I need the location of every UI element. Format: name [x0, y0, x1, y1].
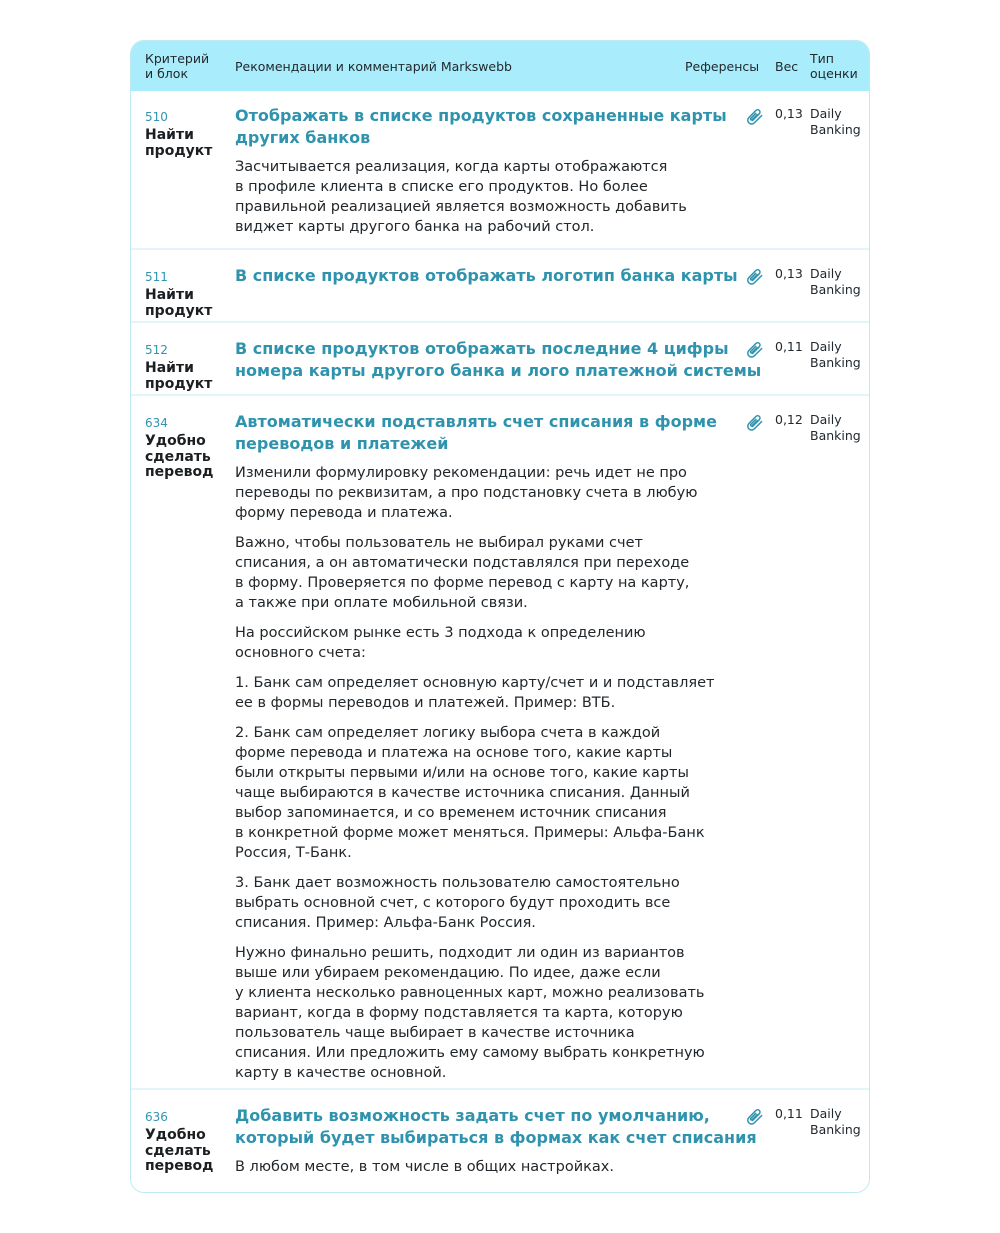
block-name-line: Найти — [145, 127, 194, 143]
weight-value: 0,11 — [775, 339, 803, 354]
comment-line: вариант, когда в форму подставляется та карта, которую — [235, 1005, 683, 1021]
header-weight: Вес — [775, 59, 799, 74]
comment-line: выбор запоминается, и со временем источник списания — [235, 805, 667, 821]
recommendation-title: который будет выбираться в формах как счет списания — [235, 1128, 757, 1147]
block-name-line: сделать — [145, 448, 211, 465]
assessment-type — [810, 1106, 861, 1138]
comment-line: На российском рынке есть 3 подхода к определению — [235, 625, 646, 641]
block-name-line: перевод — [145, 464, 214, 480]
recommendation-title: других банков — [235, 128, 371, 147]
assessment-type-line: Banking — [810, 355, 861, 370]
header-references: Референсы — [685, 59, 760, 74]
weight-value: 0,12 — [775, 412, 803, 427]
criterion-number: 511 — [145, 270, 168, 284]
comment-line: форме перевода и платежа на основе того, какие карты — [235, 745, 673, 761]
paperclip-icon[interactable] — [745, 412, 765, 432]
comment-line: списания, а он автоматически подставлялся при переходе — [235, 555, 690, 571]
criterion-number: 634 — [145, 416, 168, 430]
assessment-type — [810, 266, 861, 298]
recommendation-title: В списке продуктов отображать логотип банка карты — [235, 266, 738, 285]
block-name-line: Удобно — [145, 433, 206, 449]
block-name — [145, 1128, 225, 1175]
block-name-line: сделать — [145, 1142, 211, 1159]
recommendation-title: номера карты другого банка и лого платежной системы — [235, 361, 762, 380]
comment-line: выбрать основной счет, с которого будут проходить все — [235, 895, 671, 911]
comment-line: карту в качестве основной. — [235, 1065, 447, 1081]
assessment-type — [810, 412, 861, 444]
comment-line: 3. Банк дает возможность пользователю самостоятельно — [235, 875, 680, 891]
comment-line: списания. Пример: Альфа-Банк Россия. — [235, 915, 536, 931]
block-name-line: Найти — [145, 287, 194, 303]
block-name — [145, 288, 225, 319]
comment-line: Засчитывается реализация, когда карты отображаются — [235, 159, 668, 175]
criterion-number: 510 — [145, 110, 168, 124]
assessment-type-line: Daily — [810, 106, 842, 121]
comment-line: 1. Банк сам определяет основную карту/счет и и подставляет — [235, 675, 715, 691]
assessment-type-line: Banking — [810, 122, 861, 137]
comment-line: пользователь чаще выбирает в качестве источника — [235, 1025, 635, 1041]
block-name — [145, 434, 225, 481]
comment-line: в конкретной форме может меняться. Примеры: Альфа-Банк — [235, 825, 705, 841]
recommendation-title: В списке продуктов отображать последние 4 цифры — [235, 339, 729, 358]
comment-line: Важно, чтобы пользователь не выбирал руками счет — [235, 535, 643, 551]
weight-value: 0,11 — [775, 1106, 803, 1121]
table-row — [131, 90, 869, 248]
paperclip-icon[interactable] — [745, 1106, 765, 1126]
header-type-line: оценки — [810, 66, 858, 81]
comment-line: форму перевода и платежа. — [235, 505, 453, 521]
assessment-type-line: Daily — [810, 339, 842, 354]
header-criterion-line: Критерий — [145, 51, 210, 66]
recommendation-title: Добавить возможность задать счет по умолчанию, — [235, 1106, 710, 1125]
recommendation-title: Автоматически подставлять счет списания в форме — [235, 412, 717, 431]
comment-line: виджет карты другого банка на рабочий стол. — [235, 219, 595, 235]
header-type-line: Тип — [810, 51, 834, 66]
criterion-number: 636 — [145, 1110, 168, 1124]
recommendation-title: Отображать в списке продуктов сохраненные карты — [235, 106, 727, 125]
criterion-number: 512 — [145, 343, 168, 357]
comment-line: Нужно финально решить, подходит ли один из вариантов — [235, 945, 685, 961]
comment-line: переводы по реквизитам, а про подстановку счета в любую — [235, 485, 698, 501]
header-criterion — [145, 51, 209, 81]
comment-line: основного счета: — [235, 645, 366, 661]
table-row — [131, 394, 869, 1088]
comment-line: В любом месте, в том числе в общих настройках. — [235, 1159, 614, 1175]
block-name-line: перевод — [145, 1158, 214, 1174]
comment-line: Россия, Т-Банк. — [235, 845, 352, 861]
assessment-type — [810, 106, 861, 138]
assessment-type-line: Daily — [810, 266, 842, 281]
block-name — [145, 128, 225, 159]
comment-line: ее в формы переводов и платежей. Пример: ВТБ. — [235, 695, 616, 711]
block-name-line: Удобно — [145, 1127, 206, 1143]
block-name-line: продукт — [145, 142, 213, 159]
table-row — [131, 248, 869, 321]
assessment-type-line: Banking — [810, 428, 861, 443]
assessment-type — [810, 339, 861, 371]
comment-line: в форму. Проверяется по форме перевод с карту на карту, — [235, 575, 690, 591]
header-criterion-line: и блок — [145, 66, 188, 81]
assessment-type-line: Daily — [810, 1106, 842, 1121]
recommendations-table — [130, 40, 870, 1193]
paperclip-icon[interactable] — [745, 339, 765, 359]
comment-line: 2. Банк сам определяет логику выбора счета в каждой — [235, 725, 661, 741]
block-name-line: Найти — [145, 360, 194, 376]
table-row — [131, 321, 869, 394]
comment-line: правильной реализацией является возможность добавить — [235, 199, 687, 215]
comment-line: у клиента несколько равноценных карт, можно реализовать — [235, 985, 705, 1001]
paperclip-icon[interactable] — [745, 266, 765, 286]
block-name-line: продукт — [145, 302, 213, 319]
assessment-type-line: Banking — [810, 282, 861, 297]
block-name-line: продукт — [145, 375, 213, 392]
weight-value: 0,13 — [775, 106, 803, 121]
recommendation-title: переводов и платежей — [235, 434, 449, 453]
weight-value: 0,13 — [775, 266, 803, 281]
comment-line: списания. Или предложить ему самому выбрать конкретную — [235, 1045, 705, 1061]
comment-line: в профиле клиента в списке его продуктов. Но более — [235, 179, 648, 195]
table-row — [131, 1088, 869, 1193]
table-header — [131, 41, 869, 91]
paperclip-icon[interactable] — [745, 106, 765, 126]
header-recommendations: Рекомендации и комментарий Markswebb — [235, 59, 512, 74]
assessment-type-line: Daily — [810, 412, 842, 427]
comment-line: выше или убираем рекомендацию. По идее, даже если — [235, 965, 661, 981]
comment-line: а также при оплате мобильной связи. — [235, 595, 528, 611]
comment-line: Изменили формулировку рекомендации: речь идет не про — [235, 465, 687, 481]
comment-line: чаще выбираются в качестве источника списания. Данный — [235, 785, 690, 801]
comment-line: были открыты первыми и/или на основе того, какие карты — [235, 765, 689, 781]
assessment-type-line: Banking — [810, 1122, 861, 1137]
header-type — [810, 51, 858, 81]
block-name — [145, 361, 225, 392]
